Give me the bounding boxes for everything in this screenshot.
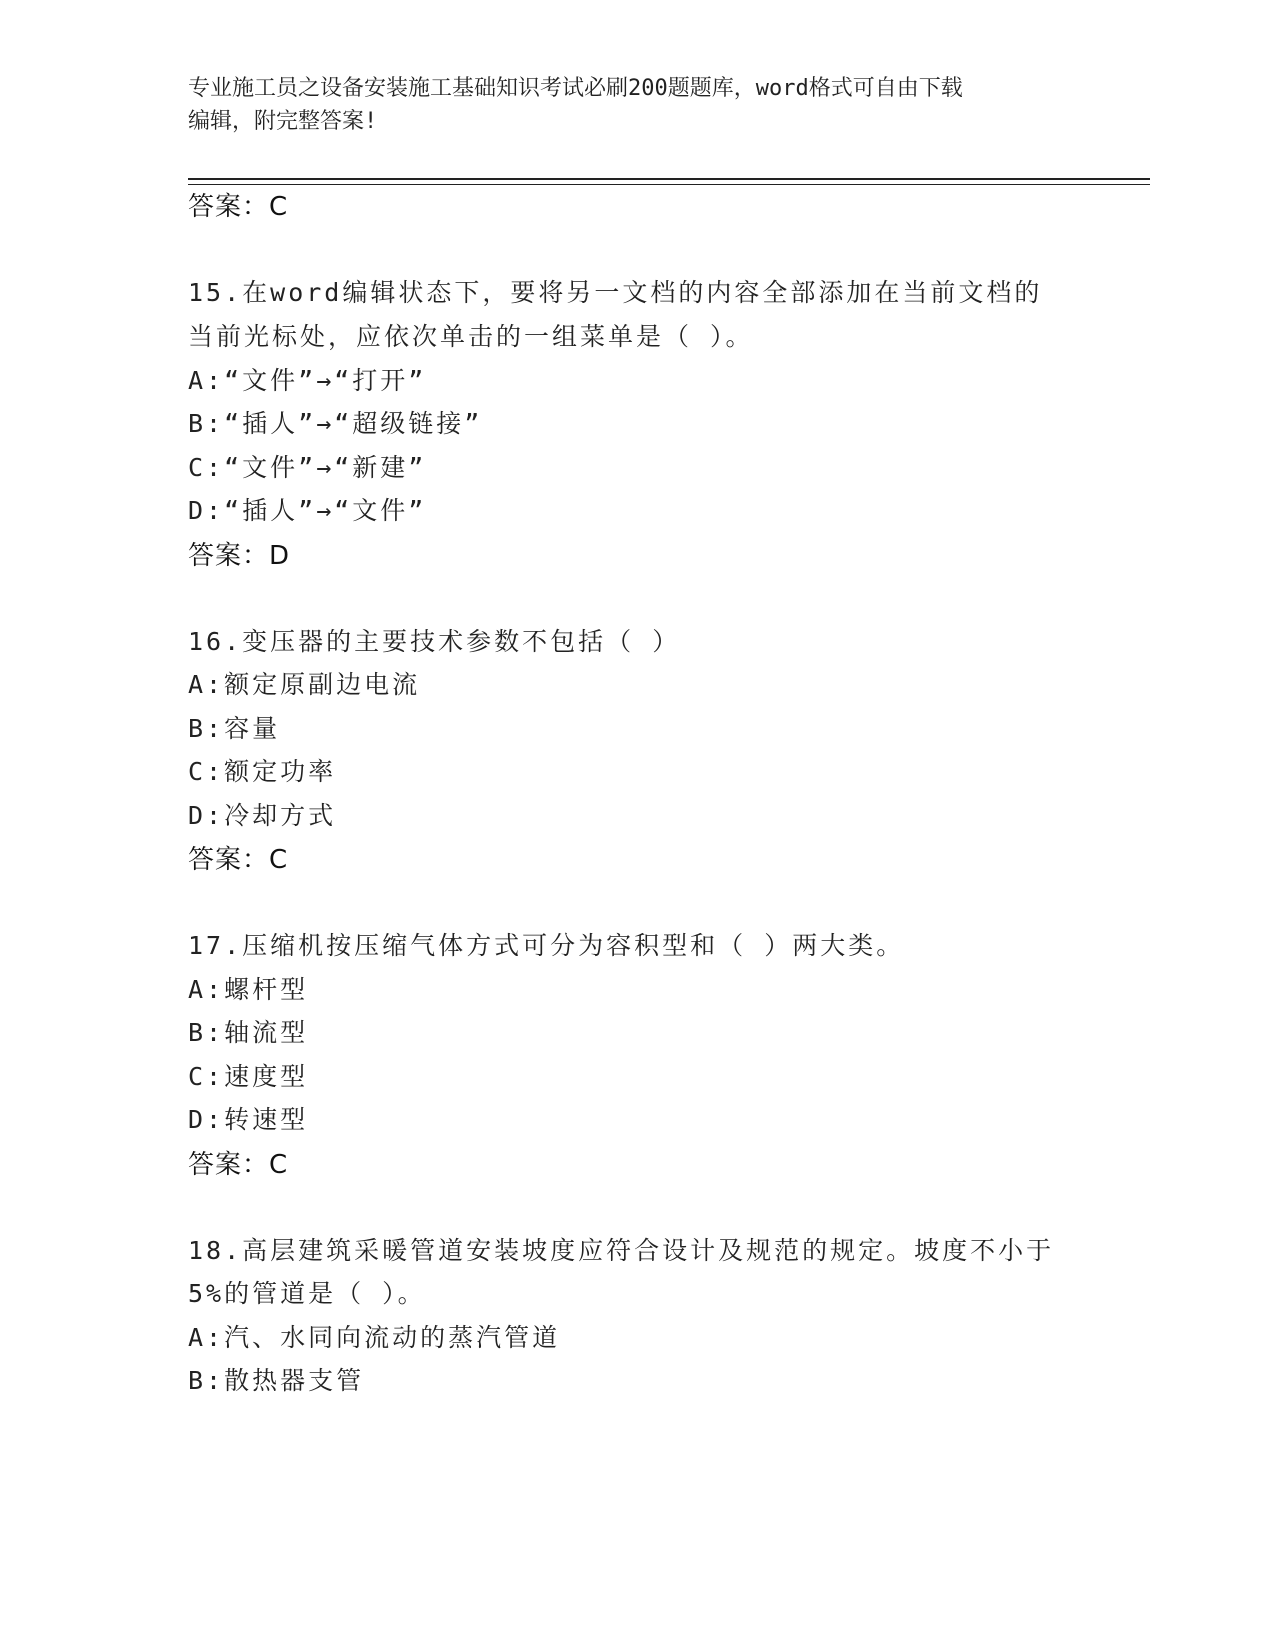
question-18-stem-line-1: 18.高层建筑采暖管道安装坡度应符合设计及规范的规定。坡度不小于 bbox=[188, 1236, 1055, 1265]
answer-16: 答案：C bbox=[188, 845, 289, 875]
question-16-option-c: C:额定功率 bbox=[188, 757, 337, 786]
question-15-option-a: A:“文件”→“打开” bbox=[188, 366, 427, 395]
question-15-option-b: B:“插人”→“超级链接” bbox=[188, 409, 483, 438]
question-18-stem-line-2: 5%的管道是（ ）。 bbox=[188, 1279, 426, 1308]
question-16-option-a: A:额定原副边电流 bbox=[188, 670, 421, 699]
answer-17: 答案：C bbox=[188, 1150, 289, 1180]
question-17-option-b: B:轴流型 bbox=[188, 1018, 309, 1047]
question-17-option-d: D:转速型 bbox=[188, 1105, 309, 1134]
question-18-option-a: A:汽、水同向流动的蒸汽管道 bbox=[188, 1323, 561, 1352]
question-16-stem: 16.变压器的主要技术参数不包括（ ） bbox=[188, 627, 681, 656]
question-17-stem: 17.压缩机按压缩气体方式可分为容积型和（ ）两大类。 bbox=[188, 931, 905, 960]
question-15-option-c: C:“文件”→“新建” bbox=[188, 453, 427, 482]
question-15-stem-line-2: 当前光标处，应依次单击的一组菜单是（ ）。 bbox=[188, 322, 754, 351]
answer-14: 答案：C bbox=[188, 192, 289, 222]
answer-15: 答案：D bbox=[188, 541, 291, 571]
header-title-line-2: 编辑，附完整答案! bbox=[188, 109, 378, 134]
header-divider bbox=[188, 178, 1150, 180]
document-header bbox=[188, 72, 1068, 138]
header-title-line-1: 专业施工员之设备安装施工基础知识考试必刷200题题库，word格式可自由下载 bbox=[188, 76, 963, 101]
question-17-option-c: C:速度型 bbox=[188, 1062, 309, 1091]
question-16-option-b: B:容量 bbox=[188, 714, 281, 743]
question-18-option-b: B:散热器支管 bbox=[188, 1366, 365, 1395]
question-16-option-d: D:冷却方式 bbox=[188, 801, 337, 830]
question-17-option-a: A:螺杆型 bbox=[188, 975, 309, 1004]
question-15-stem-line-1: 15.在word编辑状态下，要将另一文档的内容全部添加在当前文档的 bbox=[188, 278, 1043, 307]
header-divider-thin bbox=[188, 184, 1150, 185]
question-15-option-d: D:“插人”→“文件” bbox=[188, 496, 427, 525]
